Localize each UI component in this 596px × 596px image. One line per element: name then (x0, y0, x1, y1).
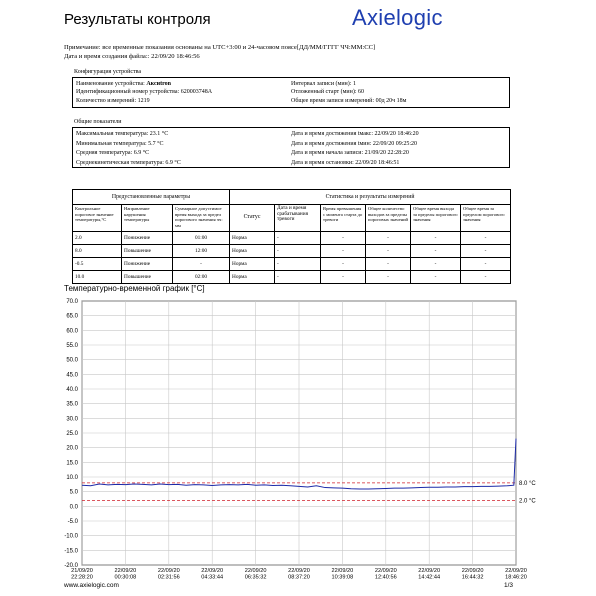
stats-header: Статистика и результаты измерений (230, 190, 511, 205)
x-tick-time: 02:31:56 (157, 574, 180, 581)
cell-direction: Понижение (122, 232, 173, 245)
y-tick-label: 15.0 (66, 460, 78, 467)
y-tick-label: -20.0 (64, 563, 78, 569)
field-label: Количество измерений: (76, 97, 138, 104)
cell-out: - (461, 232, 511, 245)
cell-count: - (366, 258, 411, 271)
cell-threshold: 8.0 (73, 245, 122, 258)
cell-total: - (411, 232, 461, 245)
y-tick-label: 50.0 (66, 357, 78, 364)
y-tick-label: 20.0 (66, 445, 78, 452)
y-tick-label: 0.0 (69, 504, 78, 511)
x-tick-time: 16:44:32 (461, 574, 484, 581)
cell-out: - (461, 271, 511, 284)
col-allowed-time: Суммарное допустимое время выхода за предел порогового значения чч: мм (173, 205, 230, 232)
cell-direction: Понижение (122, 258, 173, 271)
file-created-note: Дата и время создания файла:: 22/09/20 18:46:56 (64, 53, 200, 60)
threshold-label: 8.0 °C (519, 480, 536, 487)
measurements-value: 1219 (137, 97, 150, 104)
cell-out: - (461, 245, 511, 258)
device-id-value: 620003748A (180, 89, 213, 96)
x-tick-time: 12:40:56 (374, 574, 397, 581)
start-time: Дата и время начала записи: 21/09/20 22:28:20 (291, 150, 409, 157)
x-tick-time: 22:28:20 (71, 574, 93, 581)
x-tick-date: 22/09/20 (114, 568, 137, 574)
cell-status: Норма (230, 232, 275, 245)
max-time: Дата и время достижения tмакс: 22/09/20 18:46:20 (291, 131, 419, 137)
cell-status: Норма (230, 271, 275, 284)
x-tick-time: 18:46:20 (505, 574, 527, 581)
cell-exceed: - (321, 258, 366, 271)
cell-direction: Повышение (122, 245, 173, 258)
x-tick-time: 06:35:32 (244, 574, 267, 581)
cell-status: Норма (230, 258, 275, 271)
cell-allowed: 01:00 (173, 232, 230, 245)
cell-threshold: -0.5 (73, 258, 122, 271)
preset-params-header: Предустановленные параметры (73, 190, 230, 205)
mkt-temp: Среднекинетическая температура: 6.9 °C (76, 159, 181, 166)
min-temp: Минимальная температура: 5.7 °C (76, 140, 164, 147)
x-tick-date: 22/09/20 (157, 568, 180, 574)
field-label: Отложенный старт (мин): (291, 89, 358, 96)
timezone-note: Примечание: все временные показания основаны на UTC+3:00 и 24-часовом поясе[ДД/ММ/ГГГГ ЧЧ:ММ:СС] (64, 44, 376, 51)
y-tick-label: 45.0 (66, 372, 78, 379)
field-label: Идентификационный номер устройства: (76, 89, 181, 96)
x-tick-date: 22/09/20 (288, 568, 310, 574)
x-tick-time: 00:30:08 (114, 574, 137, 581)
cell-count: - (366, 245, 411, 258)
threshold-label: 2.0 °C (519, 498, 536, 505)
cell-threshold: 10.0 (73, 271, 122, 284)
x-tick-time: 04:33:44 (201, 574, 224, 581)
y-tick-label: -15.0 (64, 548, 78, 555)
col-threshold: Контрольное пороговое значение температуры,°C (73, 205, 122, 232)
field-label: Наименование устройства: (76, 81, 147, 87)
x-tick-date: 22/09/20 (374, 568, 397, 574)
cell-total: - (411, 258, 461, 271)
x-tick-time: 14:42:44 (418, 574, 441, 581)
cell-direction: Повышение (122, 271, 173, 284)
col-exceed-count: Общее количество выходов за пределы пороговых значений (366, 205, 411, 232)
field-label: Общее время записи измерений: (291, 97, 376, 104)
col-direction: Направление нарушения температуры (122, 205, 173, 232)
cell-allowed: 12:00 (173, 245, 230, 258)
cell-alarm: - (275, 232, 321, 245)
stop-time: Дата и время остановки: 22/09/20 18:46:51 (291, 159, 400, 166)
min-time: Дата и время достижения tмин: 22/09/20 09:25:20 (291, 140, 418, 147)
y-tick-label: -10.0 (64, 533, 78, 540)
x-tick-date: 22/09/20 (331, 568, 354, 574)
cell-out: - (461, 258, 511, 271)
y-tick-label: 10.0 (66, 475, 78, 481)
x-tick-date: 22/09/20 (418, 568, 441, 574)
cell-allowed: - (173, 258, 230, 271)
x-tick-date: 22/09/20 (461, 568, 484, 574)
brand-logo: Axielogic (352, 5, 443, 30)
cell-total: - (411, 271, 461, 284)
y-tick-label: 60.0 (66, 328, 78, 335)
col-out-total: Общее время за пределом порогового значения (461, 205, 511, 232)
cell-allowed: 02:00 (173, 271, 230, 284)
cell-count: - (366, 232, 411, 245)
cell-alarm: - (275, 271, 321, 284)
config-heading: Конфигурация устройства (74, 69, 142, 75)
col-exceed-total: Общее время выхода за пределы порогового значения (411, 205, 461, 232)
chart-title: Температурно-временной график [°C] (64, 284, 205, 293)
page-number: 1/3 (504, 582, 514, 589)
cell-total: - (411, 245, 461, 258)
delay-value: 60 (358, 89, 364, 96)
y-tick-label: 5.0 (69, 489, 78, 496)
page-title: Результаты контроля (64, 11, 211, 28)
cell-exceed: - (321, 245, 366, 258)
general-heading: Общие показатели (74, 119, 122, 125)
footer-url[interactable]: www.axielogic.com (64, 582, 119, 589)
x-tick-date: 21/09/20 (71, 568, 93, 574)
cell-exceed: - (321, 232, 366, 245)
field-label: Интервал записи (мин): (291, 81, 353, 87)
col-exceed-time: Время превышения с момента старта до тревоги (321, 205, 366, 232)
y-tick-label: 30.0 (66, 416, 78, 423)
col-alarm-time: Дата и время срабатывания тревоги (275, 205, 321, 232)
max-temp: Максимальная температура: 23.1 °C (76, 131, 169, 137)
device-name-value: Аксиtron (146, 81, 171, 87)
x-tick-time: 08:37:20 (288, 574, 310, 581)
y-tick-label: 65.0 (66, 313, 78, 320)
cell-alarm: - (275, 258, 321, 271)
y-tick-label: -5.0 (67, 519, 78, 525)
y-tick-label: 70.0 (66, 299, 78, 305)
col-status: Статус (230, 205, 275, 232)
y-tick-label: 25.0 (66, 431, 78, 437)
x-tick-date: 22/09/20 (505, 568, 527, 574)
cell-status: Норма (230, 245, 275, 258)
cell-count: - (366, 271, 411, 284)
cell-threshold: 2.0 (73, 232, 122, 245)
x-tick-date: 22/09/20 (201, 568, 224, 574)
y-tick-label: 35.0 (66, 401, 78, 408)
cell-exceed: - (321, 271, 366, 284)
y-tick-label: 40.0 (66, 387, 78, 393)
interval-value: 1 (352, 81, 356, 87)
duration-value: 00д 20ч 18м (375, 97, 407, 104)
y-tick-label: 55.0 (66, 343, 78, 349)
x-tick-time: 10:39:08 (331, 574, 354, 581)
avg-temp: Средняя температура: 6.9 °C (76, 150, 150, 157)
x-tick-date: 22/09/20 (244, 568, 267, 574)
cell-alarm: - (275, 245, 321, 258)
